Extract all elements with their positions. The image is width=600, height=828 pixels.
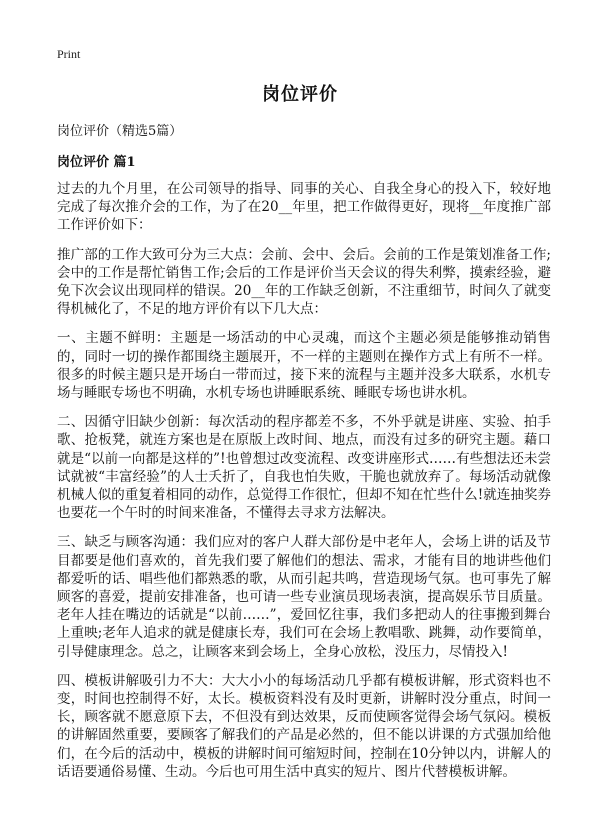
document-subtitle: 岗位评价（精选5篇）: [57, 124, 183, 139]
document-body: [57, 180, 551, 792]
section-heading: 岗位评价 篇1: [57, 155, 136, 170]
paragraph-point-4: 四、模板讲解吸引力不大：大大小小的每场活动几乎都有模板讲解，形式资料也不变，时间也控制得不好，太长。模板资料没有及时更新，讲解时没分重点，时间一长，顾客就不愿意原下去，不但没有到达效果，反而使顾客觉得会场气氛闷。模板的讲解固然重要，要顾客了解我们的产品是必然的，但不能以讲课的方式强加给他们，在今后的活动中，模板的讲解时间可缩短时间，控制在10分钟以内，讲解人的话语要通俗易懂、生动。今后也可用生活中真实的短片、图片代替模板讲解。: [57, 672, 551, 780]
paragraph-point-1: 一、主题不鲜明：主题是一场活动的中心灵魂，而这个主题必须是能够推动销售的，同时一切的操作都围绕主题展开，不一样的主题则在操作方式上有所不一样。很多的时候主题只是开场白一带而过，接下来的流程与主题并没多大联系，水机专场与睡眠专场也不明确，水机专场也讲睡眠系统、睡眠专场也讲水机。: [57, 330, 551, 402]
paragraph-overview: 推广部的工作大致可分为三大点：会前、会中、会后。会前的工作是策划准备工作;会中的工作是帮忙销售工作;会后的工作是评价当天会议的得失利弊，摸索经验，避免下次会议出现同样的错误。20__年的工作缺乏创新，不注重细节，时间久了就变得机械化了，不足的地方评价有以下几大点：: [57, 246, 551, 318]
page-title: 岗位评价: [262, 84, 338, 105]
paragraph-point-3: 三、缺乏与顾客沟通：我们应对的客户人群大部份是中老年人，会场上讲的话及节目都要是他们喜欢的，首先我们要了解他们的想法、需求，才能有目的地讲些他们都爱听的话、唱些他们都熟悉的歌，从而引起共鸣，营造现场气氛。也可事先了解顾客的喜爱，提前安排准备，也可请一些专业演员现场表演，提高娱乐节目质量。老年人挂在嘴边的话就是“以前……”，爱回忆往事，我们多把动人的往事搬到舞台上重映;老年人追求的就是健康长寿，我们可在会场上教唱歌、跳舞，动作要简单，引导健康理念。总之，让顾客来到会场上，全身心放松，没压力，尽情投入!: [57, 534, 551, 660]
paragraph-intro: 过去的九个月里，在公司领导的指导、同事的关心、自我全身心的投入下，较好地完成了每次推介会的工作，为了在20__年里，把工作做得更好，现将__年度推广部工作评价如下：: [57, 181, 551, 234]
print-link[interactable]: Print: [57, 47, 81, 61]
paragraph-point-2: 二、因循守旧缺少创新：每次活动的程序都差不多，不外乎就是讲座、实验、拍手歌、抢板凳，就连方案也是在原版上改时间、地点，而没有过多的研究主题。藉口就是“以前一向都是这样的”!也曾想过改变流程、改变讲座形式……有些想法还未尝试就被“丰富经验”的人士夭折了，自我也怕失败，干脆也就放弃了。每场活动就像机械人似的重复着相同的动作，总觉得工作很忙，但却不知在忙些什么!就连抽奖券也要花一个午时的时间来准备，不懂得去寻求方法解决。: [57, 414, 551, 522]
